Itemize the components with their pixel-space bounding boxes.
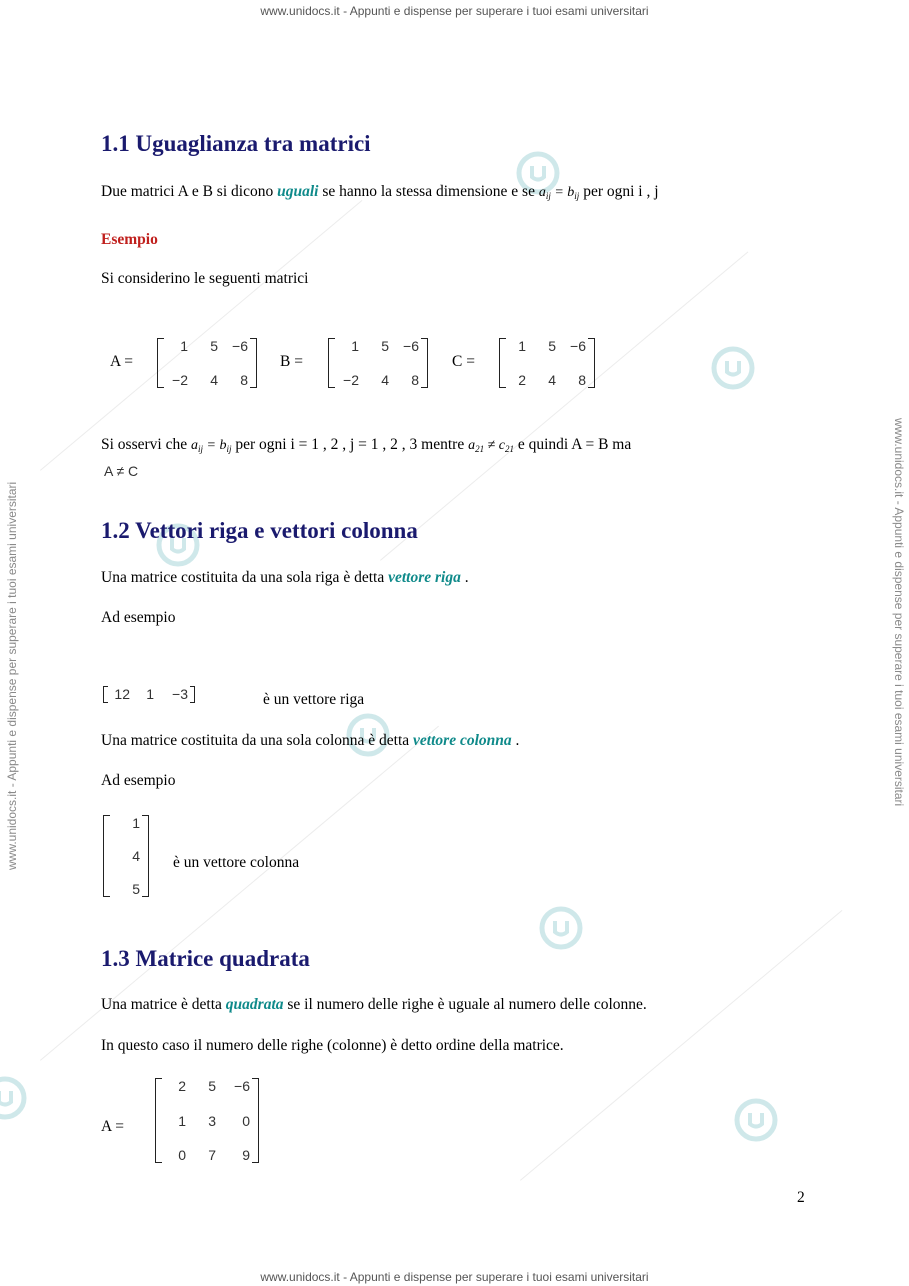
matrix-c-entry: 5 — [548, 338, 556, 354]
watermark-line — [380, 251, 748, 560]
a-neq-c: A ≠ C — [104, 463, 139, 479]
keyword-vettore-riga: vettore riga — [388, 569, 461, 586]
square-matrix-entry: 5 — [208, 1078, 216, 1094]
page-number: 2 — [797, 1189, 805, 1206]
text: . — [511, 732, 520, 749]
order-text: In questo caso il numero delle righe (colonne) è detto ordine della matrice. — [101, 1037, 564, 1054]
matrix-c-label: C = — [452, 353, 475, 370]
square-matrix-definition — [101, 996, 647, 1014]
row-vector-definition — [101, 569, 469, 587]
text: Una matrice costituita da una sola colonna è detta — [101, 732, 414, 749]
formula-a21-neq-c21: $a_{21} \ne c_{21}$ — [468, 438, 514, 454]
text: Una matrice è detta — [101, 996, 226, 1013]
example-label: Esempio — [101, 231, 158, 248]
square-matrix-entry: 3 — [208, 1112, 216, 1129]
example-text-2: Ad esempio — [101, 772, 176, 789]
unidocs-logo-icon — [0, 1075, 28, 1121]
watermark-right: www.unidocs.it - Appunti e dispense per superare i tuoi esami universitari — [892, 418, 906, 807]
matrix-b-entry: −2 — [343, 372, 359, 388]
square-matrix-entry: 0 — [178, 1147, 186, 1163]
matrix-a-label: A = — [110, 353, 133, 370]
matrix-a-entry: −6 — [232, 338, 248, 354]
keyword-vettore-colonna: vettore colonna — [413, 732, 512, 749]
equality-definition — [101, 183, 659, 201]
square-matrix-entry: −6 — [234, 1078, 250, 1094]
keyword-uguali: uguali — [277, 183, 319, 200]
matrix-b-entry: 1 — [351, 338, 359, 354]
matrix-c — [499, 338, 595, 388]
row-vector-caption: è un vettore riga — [263, 691, 365, 708]
matrix-b — [328, 338, 428, 388]
matrix-b-entry: 5 — [381, 338, 389, 354]
matrix-a-entry: 4 — [210, 372, 218, 388]
watermark-left: www.unidocs.it - Appunti e dispense per superare i tuoi esami universitari — [5, 481, 19, 870]
matrix-c-entry: 1 — [518, 338, 526, 354]
unidocs-logo-icon — [710, 345, 756, 391]
row-vector-entry: 12 — [114, 686, 130, 702]
text: e quindi A = B ma — [513, 436, 632, 453]
section-heading-1-1: 1.1 Uguaglianza tra matrici — [101, 131, 371, 156]
example-text-1: Ad esempio — [101, 609, 176, 626]
square-matrix-label: A = — [101, 1118, 124, 1135]
matrix-a-entry: 5 — [210, 338, 218, 354]
square-matrix — [155, 1078, 259, 1163]
matrix-a-entry: 8 — [240, 372, 248, 388]
matrix-c-entry: 8 — [578, 372, 586, 388]
matrix-b-entry: −6 — [403, 338, 419, 354]
matrix-a — [157, 338, 257, 388]
column-vector-entry: 4 — [132, 848, 140, 864]
matrix-a-entry: −2 — [172, 372, 188, 388]
matrix-b-entry: 4 — [381, 372, 389, 388]
square-matrix-entry: 0 — [242, 1112, 250, 1129]
square-matrix-entry: 7 — [208, 1147, 216, 1163]
row-vector — [103, 686, 195, 703]
matrix-c-entry: 2 — [518, 372, 526, 388]
row-vector-entry: 1 — [146, 686, 154, 702]
text: . — [460, 569, 469, 586]
section-heading-1-2: 1.2 Vettori riga e vettori colonna — [101, 518, 418, 543]
watermark-line — [40, 200, 362, 471]
square-matrix-entry: 9 — [242, 1147, 250, 1163]
formula-aij-eq-bij: $a_{ij} = b_{ij}$ — [538, 185, 580, 201]
watermark-top: www.unidocs.it - Appunti e dispense per superare i tuoi esami universitari — [260, 4, 649, 18]
text: Una matrice costituita da una sola riga è detta — [101, 569, 389, 586]
consider-text: Si considerino le seguenti matrici — [101, 270, 309, 287]
section-heading-1-3: 1.3 Matrice quadrata — [101, 946, 310, 971]
column-vector-entry: 1 — [132, 815, 140, 831]
watermark-bottom: www.unidocs.it - Appunti e dispense per superare i tuoi esami universitari — [260, 1270, 649, 1284]
matrix-b-entry: 8 — [411, 372, 419, 388]
unidocs-logo-icon — [538, 905, 584, 951]
matrix-b-label: B = — [280, 353, 303, 370]
matrix-a-entry: 1 — [180, 338, 188, 354]
column-vector-definition — [101, 732, 519, 750]
text: se il numero delle righe è uguale al numero delle colonne. — [283, 996, 647, 1013]
text: Si osservi che — [101, 436, 191, 453]
text: Due matrici A e B si dicono — [101, 183, 278, 200]
formula-aij-eq-bij: $a_{ij} = b_{ij}$ — [190, 438, 232, 454]
column-vector-entry: 5 — [132, 881, 140, 897]
square-matrix-entry: 2 — [178, 1078, 186, 1094]
keyword-quadrata: quadrata — [225, 996, 284, 1013]
square-matrix-entry: 1 — [178, 1112, 186, 1129]
unidocs-logo-icon — [733, 1097, 779, 1143]
text: se hanno la stessa dimensione e se — [318, 183, 539, 200]
matrix-c-entry: −6 — [570, 338, 586, 354]
matrix-c-entry: 4 — [548, 372, 556, 388]
column-vector — [103, 815, 149, 897]
observation-text — [101, 436, 631, 454]
text: per ogni i = 1 , 2 , j = 1 , 2 , 3 mentre — [231, 436, 469, 453]
row-vector-entry: −3 — [172, 686, 188, 702]
column-vector-caption: è un vettore colonna — [173, 854, 300, 871]
text: per ogni i , j — [579, 183, 659, 200]
